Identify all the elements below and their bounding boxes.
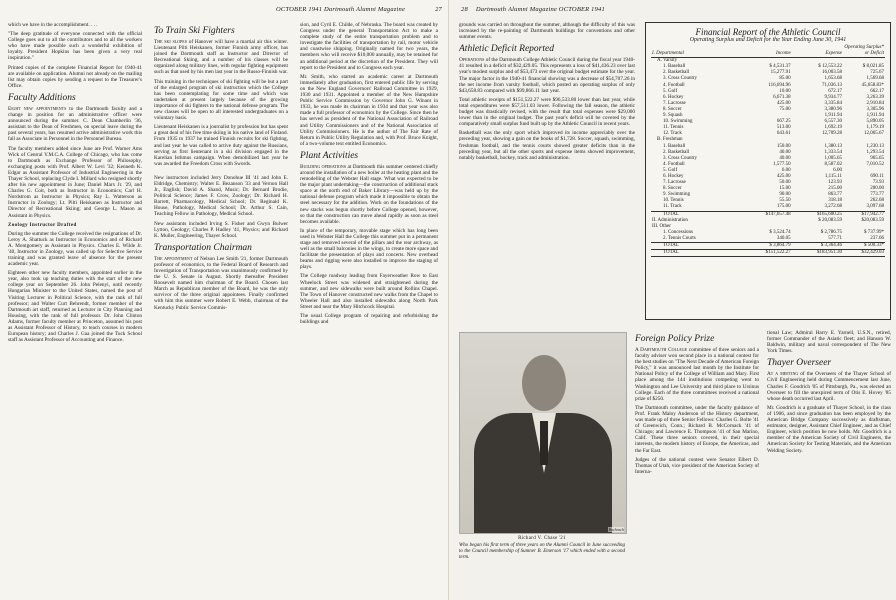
paragraph-text: of Hanover will have a martial air this winter. Lieutenant Pilti Heiskanen, former Finnish army officer, has joined the Dartmouth staff as Instructor and Director of Recreational Skiing, and a number of his classes will be organized along military lines, with regular fighting equipment such as that used by his men last year in the Russo-Finnish war.: [154, 39, 288, 76]
plant-activities-heading: Plant Activities: [300, 150, 359, 161]
row-label: 4. Football: [663, 82, 685, 88]
row-label: 8. Soccer: [663, 186, 682, 192]
row-label: 10. Tennis: [663, 198, 684, 204]
surplus-cell: 12,065.67: [864, 131, 884, 137]
page-number: 27: [435, 6, 442, 13]
left-column-2: [154, 22, 288, 597]
expense-cell: 123.93: [828, 180, 842, 186]
expense-cell: 1,333.54: [824, 149, 842, 155]
running-head-left: [6, 6, 442, 13]
paragraph: tional Law; Admiral Harry E. Yarnell, U.S.N., retired, former Commander of the Asiatic fleet; and Hanson W. Baldwin, military and naval correspondent of The New York Times.: [767, 330, 891, 355]
thayer-overseer-heading: Thayer Overseer: [767, 358, 832, 369]
paragraph: New instructors included Jerry Donohue III '41 and John E. Eldridge, Chemistry; Walter E. Bezanson '33 and Vernon Hall Jr., English; David A. Shand, Music; Dr. Bernard Brodie, Political Science; James F. Crow, Zoology; Dr. Richard H. Barrett, Pharmacology, Medical School; Dr. Reginald K. House, Pathology, Medical School; Dr. Arthur S. Cain, Teaching Fellow in Pathology, Medical School.: [154, 174, 288, 218]
surplus-cell: 3,263.39: [866, 94, 884, 100]
paragraph-text: committee of three seniors and a faculty adviser won second place in a national contest for the best studies on "The Next Decade of American Foreign Policy," it was announced last month by the Institute for National Policy of the College of William and Mary. First place among the 144 institutions competing went to Washington and Lee University and third place to Ursinus College. Each of the three committees received a national prize of $250.: [635, 347, 759, 402]
row-label: 10. Swimming: [663, 119, 693, 125]
surplus-cell: 2,910.84: [866, 100, 884, 106]
paragraph-text: at Dartmouth this summer centered chiefly around the installation of a new boiler at the heating plant and the remodelling of the Webster Hall stage. What was expected to be the major plant undertaking—the construction of additional stack space at the north end of Baker Library—was held up by the national defense program which made it impossible to obtain the steel necessary for the addition. Work on the foundations of the new stacks was begun shortly before College opened, however, so that the construction can move ahead rapidly as soon as steel becomes available.: [300, 163, 438, 225]
income-cell: 150.00: [776, 143, 791, 149]
row-label: II. Administration: [652, 217, 688, 223]
paragraph: Lieutenant Heiskanen is a journalist by profession but has spent a great deal of his free time skiing in his native land of Finland. From 1935 to 1937 he trained Finnish recruits for ski fighting, and last year he was called to active duty against the Russians, serving as first lieutenant in a ski division engaged in the Karelian Isthmus campaign. When demobilized last year he was awarded the Freedom Cross with Swords.: [154, 124, 288, 167]
expense-cell: $ 3,364.46: [792, 243, 843, 250]
paragraph: Eighteen other new faculty members, appointed earlier in the year, also took up teaching duties with the start of the new college year on September 26. John Pelenyi, until recently Hungarian Minister to the United States, named the post of Visiting Lecturer in Political Science, with the rank of full professor; and Walter Curt Behrendt, former member of the Dartmouth art staff, returned as Lecturer in City Planning and Housing, with the rank of full professor. Dr. John Clinton Adams, former faculty member at Princeton, assumed his post as Assistant Professor of History, to teach courses in modern European history; and Charles J. Gaa joined the Tuck School staff as Assistant Professor of Accounting and Finance.: [8, 270, 142, 344]
surplus-cell: 237.66: [870, 235, 884, 241]
row-label: 7. Lacrosse: [663, 100, 686, 106]
expense-cell: 1,005.65: [824, 155, 842, 161]
column-header-dept: I. Departmental: [652, 51, 684, 57]
paragraph-text: to the Dartmouth faculty and a change in position for an administrative officer were announced during the summer. C. Dean Chamberlin '36, assistant to the Dean of Freshmen, on special leave during the past several years, has resumed active administrative work this fall as Associate in Personnel in the Personnel Bureau.: [8, 105, 142, 143]
row-label: 1. Baseball: [663, 143, 686, 149]
photo-credit: Bachrach: [608, 527, 624, 532]
expense-cell: $ 12,553.22: [818, 64, 842, 70]
income-cell: 15,277.91: [770, 70, 791, 76]
surplus-cell: 3,097.68: [866, 204, 884, 210]
row-label: 3. Cross Country: [663, 76, 698, 82]
income-cell: 1,577.50: [773, 161, 791, 167]
row-label: 6. Hockey: [663, 173, 684, 179]
paragraph: In place of the temporary, movable stage which has long been used in Webster Hall the College this summer put in a permanent stage and removed several of the pillars and the rear archway, as well as the small balconies in the wings, to create more space and facilitate the presentation of plays and concerts. New overhead beams and rigging were also installed to improve the staging of plays.: [300, 227, 438, 271]
expense-cell: 672.17: [828, 88, 842, 94]
foreign-policy-prize-heading: Foreign Policy Prize: [635, 334, 715, 344]
row-label: 6. Hockey: [663, 94, 684, 100]
portrait-head: [522, 355, 566, 411]
financial-report-subtitle: Operating Surplus and Deficit for the Year Ending June 30, 1941: [689, 37, 847, 43]
row-label: 12. Track: [663, 131, 682, 137]
income-cell: 75.00: [779, 106, 791, 112]
paragraph: The usual College program of repairing and refurbishing the buildings and: [300, 313, 438, 326]
surplus-cell: 45,658.83*: [861, 82, 884, 88]
photo-caption: [459, 536, 625, 561]
income-cell: 55.50: [779, 198, 791, 204]
paragraph: [635, 347, 759, 402]
column-header-expense: Expense: [825, 51, 842, 57]
row-label: TOTAL: [651, 243, 740, 250]
paragraph: Judges of the national contest were Senator Elbert D. Thomas of Utah, vice president of the American Society of Interna-: [635, 456, 759, 475]
left-column-3: [300, 22, 438, 597]
right-page: [448, 0, 896, 600]
expense-cell: [792, 58, 843, 65]
paragraph: The College roadway leading from Fayerweather Row to East Wheelock Street was widened and straightened during the summer, and new sidewalks were built around Rollins Chapel. The Town of Hanover constructed new walks from the Chapel to Wheeler Hall and also installed sidewalks along North Park Street and near the Mary Hitchcock Hospital.: [300, 273, 438, 310]
row-label: TOTAL: [651, 211, 740, 218]
lead-in: A Dartmouth College: [635, 347, 688, 353]
paragraph: [154, 39, 288, 76]
surplus-cell: $32,429.03: [843, 250, 885, 257]
expense-cell: 71,036.13: [822, 82, 842, 88]
paragraph: During the summer the College received the resignations of Dr. Leroy A. Shattuck as Instructor in Economics and of Richard A. Montgomery as Assistant in Physics. Charles E. Wilde Jr. '40, Instructor in Zoology, was called up for Selective Service training and was granted leave of absence for the present academic year.: [8, 230, 142, 268]
expense-cell: 1,653.68: [824, 76, 842, 82]
expense-cell: 577.71: [828, 235, 842, 241]
income-cell: 6,671.38: [773, 94, 791, 100]
expense-cell: 1,692.19: [824, 125, 842, 131]
row-label: III. Other: [652, 223, 671, 229]
surplus-cell: [843, 58, 885, 65]
row-label: 7. Lacrosse: [663, 180, 686, 186]
surplus-cell: 1,230.13: [866, 143, 884, 149]
paragraph: [767, 371, 891, 401]
paragraph: [459, 57, 635, 94]
income-cell: 513.00: [776, 125, 791, 131]
income-cell: 50.00: [779, 180, 791, 186]
paragraph: grounds was carried on throughout the summer, although the difficulty of this was increased by the re-painting of Dartmouth buildings for conventions and other summer events.: [459, 22, 635, 41]
surplus-cell: 200.00: [870, 186, 884, 192]
lead-in: At a meeting: [767, 371, 799, 378]
expense-cell: 8,587.02: [824, 161, 842, 167]
surplus-cell: $20,083.59: [861, 217, 884, 223]
financial-table: [651, 45, 885, 257]
income-cell: 90.00: [779, 192, 791, 198]
expense-cell: 12,709.28: [822, 131, 842, 137]
column-header-income: Income: [775, 51, 791, 57]
paragraph: Printed copies of the complete Financial Report for 1940-41 are available on application. Alumni not already on the mailing list may obtain copies by sending a request to the Treasurer's Office.: [8, 64, 142, 89]
surplus-cell: $17,942.77: [843, 211, 885, 218]
income-cell: 425.00: [776, 173, 791, 179]
paragraph: [154, 256, 288, 311]
surplus-cell: $ 8,021.85: [862, 64, 884, 70]
row-label: 1. Concessions: [663, 229, 693, 235]
surplus-cell: $ 500.33*: [843, 243, 885, 250]
financial-report-title: Financial Report of the Athletic Council: [695, 27, 841, 37]
income-cell: 40.00: [779, 155, 791, 161]
expense-cell: 6.00: [833, 167, 842, 173]
row-label: 4. Football: [663, 161, 685, 167]
financial-table-body: [651, 58, 885, 257]
row-label: 9. Swimming: [663, 192, 690, 198]
right-column-2: [635, 330, 759, 598]
expense-cell: 318.18: [828, 198, 842, 204]
expense-cell: $ 2,786.75: [820, 229, 842, 235]
surplus-cell: 5,890.05: [866, 119, 884, 125]
surplus-cell: 7,010.52: [866, 161, 884, 167]
income-cell: $ 3,864.79: [740, 243, 791, 250]
surplus-cell: 662.17: [870, 88, 884, 94]
income-cell: $151,522.27: [740, 250, 791, 257]
paragraph-text: of Nelson Lee Smith '21, former Dartmouth professor of economics, to the Federal Board of Research and Investigation of Transportation was unanimously confirmed by the U. S. Senate in August. Shortly thereafter President Roosevelt named him chairman of the Board. Chosen last March as Republican member of the Board, he was the only survivor of the three original appointees. Finally confirmed with him this summer were Robert E. Webb, chairman of the Kentucky Public Service Commis-: [154, 255, 288, 311]
expense-cell: $165,600.25: [792, 211, 843, 218]
table-row: [651, 250, 885, 257]
financial-report-table: [645, 22, 891, 320]
lead-in: Operations: [459, 57, 485, 64]
row-label: 5. Golf: [663, 88, 678, 94]
right-column-3: [767, 330, 891, 598]
paragraph: which we have in the accomplishment. . . .: [8, 22, 98, 28]
lead-in: Eight new appointments: [8, 105, 67, 112]
paragraph: The faculty members added since June are Prof. Warner Ams Wick of Central Y.M.C.A. College of Chicago, who has come to Dartmouth as Exchange Professor of Philosophy, exchanging posts with Prof. Albert W. Levi '32; Kenneth K. Edgar as Assistant Professor of Industrial Engineering in the Thayer School, replacing Clyde I. Millard who resigned shortly after his new appointment in June; Daniel Marx Jr. '29, and Charles G. Coit, both as Instructor in Economics; Carl H. Nordstrom as Instructor in Physics; Ray L. Watterson as Instructor in Zoology; Lt. Pilti Heiskanen as Instructor and Director of Recreational Skiing; and George L. Mason as Assistant in Physics.: [8, 145, 142, 219]
athletic-deficit-heading: Athletic Deficit Reported: [459, 44, 554, 55]
caption-name: Richard V. Chase '21: [518, 536, 566, 541]
surplus-cell: 690.11: [870, 173, 884, 179]
paragraph: New assistants included Irving S. Fisher and Gwyn Bulwer Lytton, Geology; Charles P. Hadley '41, Physics; and Richard K. Muller, Engineering, Thayer School.: [154, 220, 288, 239]
paragraph: Mr. Smith, who started an academic career at Dartmouth immediately after graduation, first entered public life by serving on the New England Governors' Railroad Committee in 1929, 1930 and 1931. Appointed a member of the New Hampshire Public Service Commission by Governor John G. Winant in 1933, he was made its chairman in 1934 and that year was also made a full professor of economics by the College. Since then he has served as president of the National Association of Railroad and Utility Commissioners and of the National Association of Utility Commissioners. He is the author of The Fair Rate of Return in Public Utility Regulation and, with Prof. Bruce Knight, of a two-volume text entitled Economics.: [300, 73, 438, 147]
surplus-cell: 262.68: [870, 198, 884, 204]
lead-in: Building operations: [300, 163, 347, 170]
row-label: 9. Squash: [663, 113, 683, 119]
surplus-cell: 1,569.68: [866, 76, 884, 82]
portrait-tie: [540, 421, 548, 465]
row-label: A. Varsity: [657, 58, 678, 64]
row-label: 2. Basketball: [663, 70, 690, 76]
paragraph: "The deep gratitude of everyone connected with the official College goes out to all the contributors and to all the workers who have made possible such a wonderful exhibition of loyalty. President Hopkins has been given a very real inspiration.": [8, 31, 142, 62]
income-cell: 425.00: [776, 100, 791, 106]
income-cell: 10.00: [779, 88, 791, 94]
surplus-cell: 773.77: [870, 192, 884, 198]
paragraph: [8, 106, 142, 143]
expense-cell: 1,911.94: [824, 113, 842, 119]
paragraph-text: of the Dartmouth College Athletic Council during the fiscal year 1940-41 resulted in a deficit of $32,429.05. This represents a loss of $41,436.23 over last year's modest surplus and of $53,473 over the original budget estimate for the year. The major factor in the 1940-41 financial showing was a decrease of $54,707.26 in the net income from varsity football, which posted an operating surplus of only $43,658.83 compared with $99,866.11 last year.: [459, 57, 635, 94]
expense-cell: $183,951.30: [792, 250, 843, 257]
table-row: [651, 236, 885, 243]
expense-cell: 1,115.11: [824, 173, 842, 179]
expense-cell: 863.77: [828, 192, 842, 198]
paragraph: Total athletic receipts of $151,522.27 were $96,533.80 lower than last year, while total expenditures were $57,511.03 lower. Following the fall season, the athletic budget was drastically revised, with the result that total expenses were $29,000 lower than in the original budget. The past year's deficit will be covered by the comparatively small surplus fund built up by the Athletic Council in recent years.: [459, 96, 635, 128]
expense-cell: 16,003.58: [822, 70, 842, 76]
right-column-1: [459, 22, 635, 322]
row-label: 11. Track: [663, 204, 682, 210]
paragraph: [300, 164, 438, 225]
row-label: 8. Soccer: [663, 106, 682, 112]
left-column-1: [8, 22, 142, 597]
expense-cell: 3,272.68: [824, 204, 842, 210]
running-head-title: Dartmouth Alumni Magazine OCTOBER 1941: [475, 6, 605, 13]
surplus-cell: 1,911.94: [866, 113, 884, 119]
portrait-photo: [459, 332, 627, 534]
ski-fighters-heading: To Train Ski Fighters: [154, 26, 235, 36]
row-label: 2. Tennis Courts: [663, 235, 696, 241]
zoology-instructor-heading: Zoology Instructor Drafted: [8, 222, 77, 228]
row-label: 11. Tennis: [663, 125, 684, 131]
expense-cell: 3,380.96: [824, 106, 842, 112]
paragraph: This training in the techniques of ski fighting will be but a part of the enlarged program of ski instruction which the College has been contemplating for some time and which was undertaken at present largely because of the growing importance of ski fighters to the national defense program. The new classes will be open to all interested undergraduates on a voluntary basis.: [154, 78, 288, 122]
row-label: 3. Cross Country: [663, 155, 698, 161]
table-row: [651, 204, 885, 211]
column-header-surplus: Operating Surplus* or Deficit: [844, 45, 884, 57]
paragraph-text: of the Overseers of the Thayer School of Civil Engineering held during Commencement last June, Charles F. Goodrich '05 of Pittsburgh, Pa., was elected an Overseer to fill the unexpired term of Otis E. Hovey '85 whose death occurred last April.: [767, 371, 891, 402]
running-head-right: [461, 6, 605, 13]
paragraph: Basketball was the only sport which improved its income appreciably over the preceding year, showing a gain on the books of $1,728. Soccer, squash, swimming, freshman football, and the tennis courts showed greater deficits than in the preceding year, but all the other sports and expense items showed improvement, notably basketball, hockey, track and administration.: [459, 130, 635, 161]
row-label: 1. Baseball: [663, 64, 686, 70]
expense-cell: 6,557.30: [824, 119, 842, 125]
income-cell: 40.00: [779, 149, 791, 155]
income-cell: 15.00: [779, 186, 791, 192]
table-row: [651, 211, 885, 218]
income-cell: 6.00: [781, 167, 791, 173]
expense-cell: $ 20,083.59: [818, 217, 842, 223]
faculty-additions-heading: Faculty Additions: [8, 92, 76, 103]
surplus-cell: 725.67: [870, 70, 884, 76]
surplus-cell: 3,305.96: [866, 106, 884, 112]
income-cell: 175.00: [776, 204, 791, 210]
income-cell: $147,657.48: [740, 211, 791, 218]
paragraph: The Dartmouth committee, under the faculty guidance of Prof. Frank Maloy Anderson of the History department, was made up of three Senior Fellows: Charles G. Bolte '41 of Greenwich, Conn.; Richard B. McCornack '41 of Chicago; and Lawrence E. Thompson '41 of San Marino, Calif. These three seniors covered, in their special interests, the modern history of Europe, the Americas, and the Far East.: [635, 404, 759, 454]
expense-cell: 215.00: [828, 186, 842, 192]
income-cell: 667.25: [776, 119, 791, 125]
income-cell: 85.00: [779, 76, 791, 82]
income-cell: [740, 58, 791, 65]
row-label: B. Freshman: [657, 137, 683, 143]
income-cell: 340.05: [776, 235, 791, 241]
surplus-cell: $ 737.99*: [864, 229, 884, 235]
row-label: 5. Golf: [663, 167, 678, 173]
paragraph: Mr. Goodrich is a graduate of Thayer School, in the class of 1906, and since graduation has been employed by the American Bridge Company successively as draftsman, estimator, designer, Assistant Chief Engineer, and as Chief Engineer, which position he now holds. Mr. Goodrich is a member of the American Society of Civil Engineers, the American Society for Testing Materials, and the American Welding Society.: [767, 404, 891, 454]
page-number: 28: [461, 6, 468, 13]
expense-cell: 1,380.13: [824, 143, 842, 149]
income-cell: $ 4,531.37: [769, 64, 791, 70]
row-label: TOTAL: [651, 250, 740, 257]
surplus-cell: 965.65: [870, 155, 884, 161]
caption-text: Who began his first term of three years on the Alumni Council in June succeeding to the Council membership of Sumner B. Emerson '17 which ended with a second term.: [459, 543, 625, 560]
surplus-cell: 1,293.54: [866, 149, 884, 155]
income-cell: 643.61: [776, 131, 791, 137]
transportation-chairman-heading: Transportation Chairman: [154, 242, 252, 253]
expense-cell: 9,934.77: [824, 94, 842, 100]
paragraph: sion, and Cyril E. Childe, of Nebraska. The board was created by Congress under the general Transportation Act to make a complete study of the entire transportation problem and to investigate the facilities of transportation by rail, motor vehicle and coastwise shipping. Originally named for two years, the members who will receive $10,000 annually, may be retained for an additional period at the discretion of the President. They will report to the President and to Congress each year.: [300, 22, 438, 71]
table-row: [651, 58, 885, 65]
table-row: [651, 243, 885, 250]
lead-in: The ski slopes: [154, 39, 187, 45]
surplus-cell: 1,179.19: [866, 125, 884, 131]
income-cell: $ 3,524.74: [769, 229, 791, 235]
expense-cell: 3,335.84: [824, 100, 842, 106]
income-cell: 116,694.96: [768, 82, 791, 88]
row-label: 2. Basketball: [663, 149, 690, 155]
running-head-title: OCTOBER 1941 Dartmouth Alumni Magazine: [276, 6, 406, 13]
lead-in: The appointment: [154, 255, 193, 262]
surplus-cell: 73.93: [872, 180, 884, 186]
